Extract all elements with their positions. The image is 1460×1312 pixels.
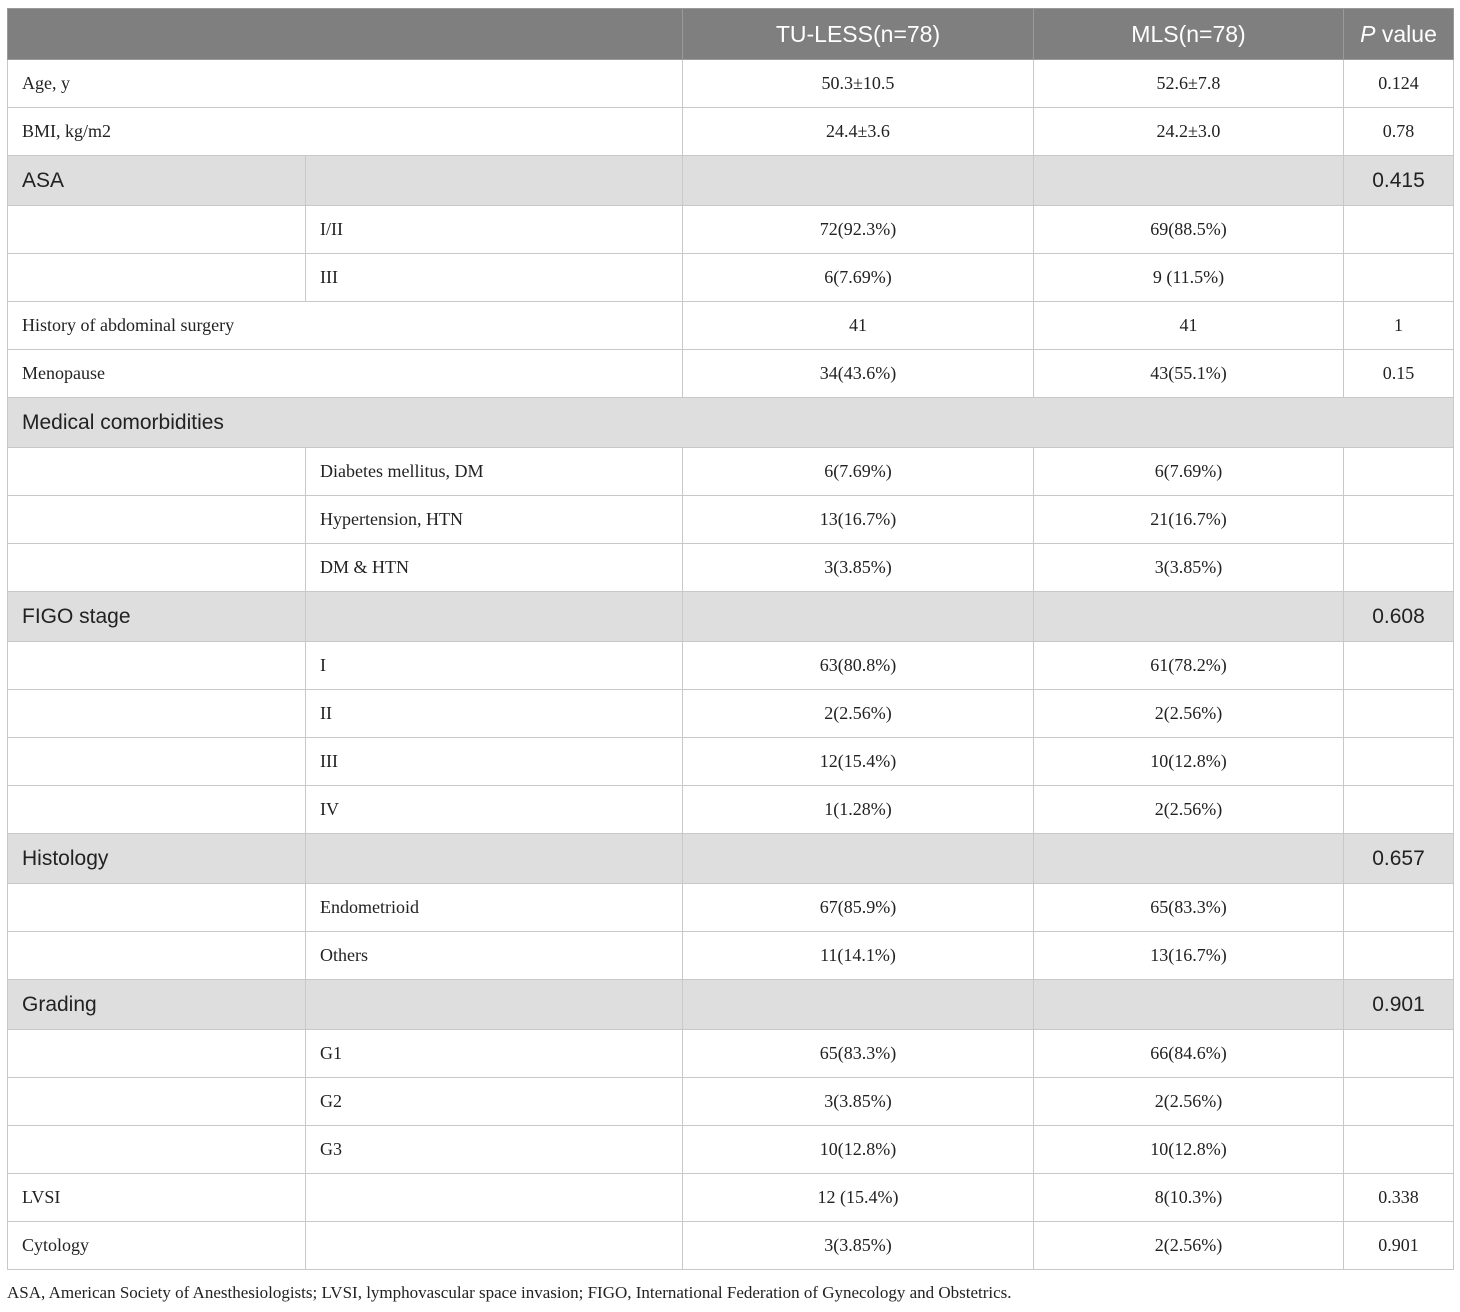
cell-mls: 3(3.85%) (1034, 544, 1344, 592)
table-row-figo-1 (8, 642, 1454, 690)
empty-cell (1344, 884, 1454, 932)
row-sublabel: G1 (306, 1030, 683, 1078)
empty-cell (8, 544, 306, 592)
cell-mls: 61(78.2%) (1034, 642, 1344, 690)
row-sublabel: DM & HTN (306, 544, 683, 592)
header-tu-less: TU-LESS(n=78) (683, 9, 1034, 60)
cell-mls: 43(55.1%) (1034, 350, 1344, 398)
row-label: Age, y (8, 60, 683, 108)
cell-tu-less: 3(3.85%) (683, 1078, 1034, 1126)
empty-cell (8, 642, 306, 690)
table-row-figo-3 (8, 738, 1454, 786)
data-table (7, 8, 1454, 1270)
cell-mls: 2(2.56%) (1034, 786, 1344, 834)
empty-cell (8, 1078, 306, 1126)
row-sublabel: II (306, 690, 683, 738)
row-label: BMI, kg/m2 (8, 108, 683, 156)
row-sublabel: I (306, 642, 683, 690)
table-row-comorb-3 (8, 544, 1454, 592)
cell-mls: 65(83.3%) (1034, 884, 1344, 932)
empty-cell (1344, 932, 1454, 980)
cell-p-value: 0.901 (1344, 1222, 1454, 1270)
row-sublabel: Diabetes mellitus, DM (306, 448, 683, 496)
table-row-history (8, 302, 1454, 350)
header-p-italic: P (1360, 20, 1376, 47)
row-sublabel: Hypertension, HTN (306, 496, 683, 544)
cell-mls: 10(12.8%) (1034, 738, 1344, 786)
cell-mls: 41 (1034, 302, 1344, 350)
cell-mls: 13(16.7%) (1034, 932, 1344, 980)
section-label: Histology (8, 834, 306, 884)
empty-cell (8, 448, 306, 496)
cell-tu-less: 41 (683, 302, 1034, 350)
table-row-asa-2 (8, 254, 1454, 302)
empty-cell (1344, 1126, 1454, 1174)
table-row-comorb-1 (8, 448, 1454, 496)
empty-cell (1344, 1030, 1454, 1078)
cell-p-value: 0.338 (1344, 1174, 1454, 1222)
cell-mls: 9 (11.5%) (1034, 254, 1344, 302)
empty-cell (8, 932, 306, 980)
table-row-grading-1 (8, 1030, 1454, 1078)
empty-cell (306, 834, 683, 884)
cell-tu-less: 34(43.6%) (683, 350, 1034, 398)
cell-tu-less: 72(92.3%) (683, 206, 1034, 254)
table-row-asa-1 (8, 206, 1454, 254)
table-row-figo-4 (8, 786, 1454, 834)
empty-cell (1344, 1078, 1454, 1126)
empty-cell (1344, 206, 1454, 254)
row-label: LVSI (8, 1174, 306, 1222)
empty-cell (306, 1174, 683, 1222)
header-p-value (1344, 9, 1454, 60)
cell-tu-less: 10(12.8%) (683, 1126, 1034, 1174)
row-sublabel: G2 (306, 1078, 683, 1126)
empty-cell (1034, 156, 1344, 206)
section-row-asa (8, 156, 1454, 206)
section-label: FIGO stage (8, 592, 306, 642)
empty-cell (306, 980, 683, 1030)
cell-mls: 24.2±3.0 (1034, 108, 1344, 156)
cell-mls: 8(10.3%) (1034, 1174, 1344, 1222)
empty-cell (683, 834, 1034, 884)
empty-cell (8, 786, 306, 834)
row-sublabel: IV (306, 786, 683, 834)
empty-cell (8, 1030, 306, 1078)
cell-tu-less: 6(7.69%) (683, 254, 1034, 302)
header-row (8, 9, 1454, 60)
row-sublabel: Others (306, 932, 683, 980)
empty-cell (1034, 834, 1344, 884)
empty-cell (1344, 786, 1454, 834)
section-label: Grading (8, 980, 306, 1030)
cell-tu-less: 3(3.85%) (683, 1222, 1034, 1270)
cell-tu-less: 12(15.4%) (683, 738, 1034, 786)
cell-p-value: 0.657 (1344, 834, 1454, 884)
empty-cell (683, 156, 1034, 206)
empty-cell (8, 1126, 306, 1174)
row-sublabel: III (306, 254, 683, 302)
empty-cell (8, 690, 306, 738)
cell-tu-less: 3(3.85%) (683, 544, 1034, 592)
empty-cell (1344, 642, 1454, 690)
row-label: Menopause (8, 350, 683, 398)
table-row-age (8, 60, 1454, 108)
row-sublabel: Endometrioid (306, 884, 683, 932)
cell-mls: 2(2.56%) (1034, 1222, 1344, 1270)
table-row-histology-2 (8, 932, 1454, 980)
cell-p-value: 0.608 (1344, 592, 1454, 642)
cell-mls: 66(84.6%) (1034, 1030, 1344, 1078)
cell-tu-less: 11(14.1%) (683, 932, 1034, 980)
cell-tu-less: 63(80.8%) (683, 642, 1034, 690)
header-variable (8, 9, 683, 60)
table-row-grading-2 (8, 1078, 1454, 1126)
empty-cell (1034, 980, 1344, 1030)
cell-tu-less: 12 (15.4%) (683, 1174, 1034, 1222)
table-footnote: ASA, American Society of Anesthesiologists; LVSI, lymphovascular space invasion; FIGO, International Federation of Gynecology and Obstetrics. (7, 1283, 1012, 1302)
cell-p-value: 0.124 (1344, 60, 1454, 108)
cell-tu-less: 24.4±3.6 (683, 108, 1034, 156)
row-sublabel: I/II (306, 206, 683, 254)
empty-cell (1034, 592, 1344, 642)
cell-mls: 2(2.56%) (1034, 1078, 1344, 1126)
empty-cell (306, 156, 683, 206)
empty-cell (1344, 448, 1454, 496)
section-row-histology (8, 834, 1454, 884)
empty-cell (1344, 496, 1454, 544)
cell-mls: 52.6±7.8 (1034, 60, 1344, 108)
header-p-rest: value (1375, 20, 1437, 47)
section-label: ASA (8, 156, 306, 206)
header-mls: MLS(n=78) (1034, 9, 1344, 60)
cell-p-value: 0.78 (1344, 108, 1454, 156)
section-row-comorbidities (8, 398, 1454, 448)
empty-cell (683, 980, 1034, 1030)
row-label: History of abdominal surgery (8, 302, 683, 350)
empty-cell (8, 884, 306, 932)
cell-mls: 21(16.7%) (1034, 496, 1344, 544)
cell-mls: 10(12.8%) (1034, 1126, 1344, 1174)
table-row-figo-2 (8, 690, 1454, 738)
cell-tu-less: 13(16.7%) (683, 496, 1034, 544)
empty-cell (1344, 738, 1454, 786)
cell-tu-less: 2(2.56%) (683, 690, 1034, 738)
cell-p-value: 0.15 (1344, 350, 1454, 398)
cell-mls: 2(2.56%) (1034, 690, 1344, 738)
empty-cell (8, 206, 306, 254)
empty-cell (1344, 690, 1454, 738)
cell-mls: 69(88.5%) (1034, 206, 1344, 254)
cell-tu-less: 67(85.9%) (683, 884, 1034, 932)
table-row-grading-3 (8, 1126, 1454, 1174)
row-sublabel: III (306, 738, 683, 786)
cell-tu-less: 50.3±10.5 (683, 60, 1034, 108)
empty-cell (8, 254, 306, 302)
table-row-cytology (8, 1222, 1454, 1270)
cell-tu-less: 6(7.69%) (683, 448, 1034, 496)
table-row-comorb-2 (8, 496, 1454, 544)
cell-p-value: 0.901 (1344, 980, 1454, 1030)
empty-cell (1344, 254, 1454, 302)
section-row-grading (8, 980, 1454, 1030)
empty-cell (306, 1222, 683, 1270)
empty-cell (306, 592, 683, 642)
table-row-histology-1 (8, 884, 1454, 932)
cell-p-value: 1 (1344, 302, 1454, 350)
empty-cell (8, 496, 306, 544)
table-row-lvsi (8, 1174, 1454, 1222)
empty-cell (683, 592, 1034, 642)
cell-p-value: 0.415 (1344, 156, 1454, 206)
row-label: Cytology (8, 1222, 306, 1270)
section-label: Medical comorbidities (8, 398, 1454, 448)
table-row-menopause (8, 350, 1454, 398)
row-sublabel: G3 (306, 1126, 683, 1174)
table-row-bmi (8, 108, 1454, 156)
cell-tu-less: 1(1.28%) (683, 786, 1034, 834)
section-row-figo (8, 592, 1454, 642)
cell-mls: 6(7.69%) (1034, 448, 1344, 496)
empty-cell (1344, 544, 1454, 592)
cell-tu-less: 65(83.3%) (683, 1030, 1034, 1078)
empty-cell (8, 738, 306, 786)
